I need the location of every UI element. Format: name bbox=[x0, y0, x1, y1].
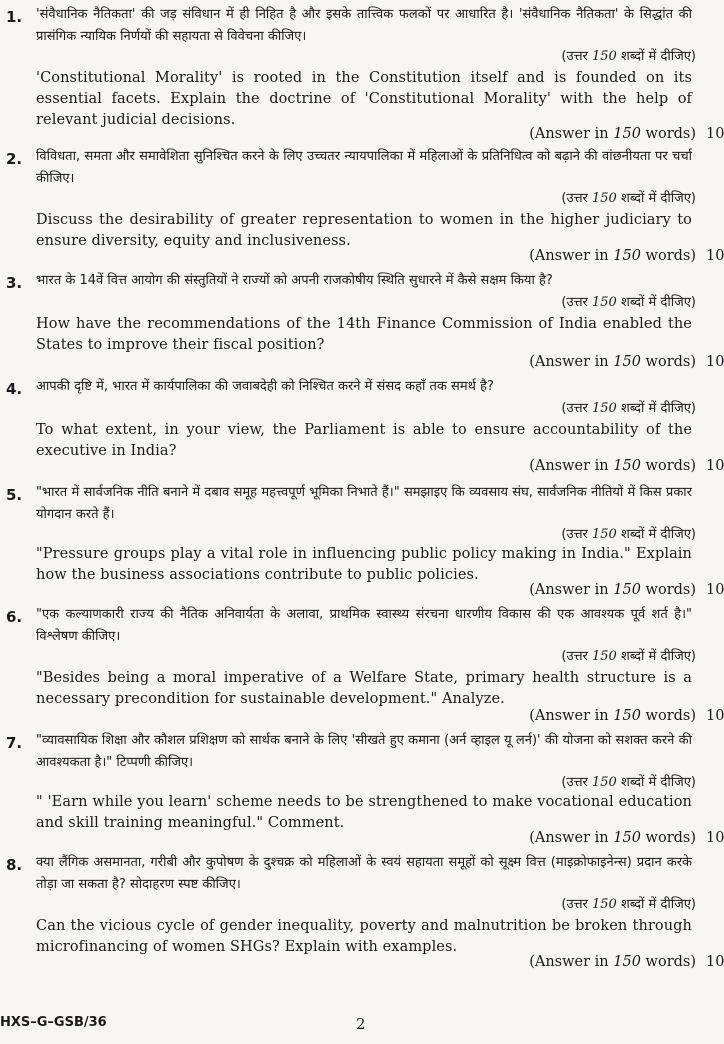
question-english: 'Constitutional Morality' is rooted in the Constitution itself and is founded on its essential facets. Explain the doctrine of 'Constitutional Morality' with the help of relevant judicial decisions. bbox=[36, 70, 692, 128]
question-number: 3. bbox=[6, 274, 23, 292]
question-marks: 10 bbox=[706, 830, 724, 846]
question-english: "Besides being a moral imperative of a Welfare State, primary health structure is a necessary precondition for sustainable development." Analyze. bbox=[36, 670, 692, 707]
question-number: 8. bbox=[6, 856, 23, 874]
question-hindi: भारत के 14वें वित्त आयोग की संस्तुतियों ने राज्यों को अपनी राजकोषीय स्थिति सुधारने में कैसे सक्षम किया है? bbox=[36, 273, 553, 288]
english-word-limit: (Answer in 150 words) bbox=[529, 954, 696, 970]
question-hindi: "एक कल्याणकारी राज्य की नैतिक अनिवार्यता के अलावा, प्राथमिक स्वास्थ्य संरचना धारणीय विकास की एक आवश्यक पूर्व शर्त है।" विश्लेषण कीजिए। bbox=[36, 607, 692, 644]
question-number: 6. bbox=[6, 608, 23, 626]
question-number: 1. bbox=[6, 8, 23, 26]
english-word-limit: (Answer in 150 words) bbox=[529, 126, 696, 142]
question-number: 5. bbox=[6, 486, 23, 504]
paper-code: HXS–G–GSB/36 bbox=[0, 1015, 107, 1030]
question-number: 7. bbox=[6, 734, 23, 752]
question-marks: 10 bbox=[706, 248, 724, 264]
question-english: " 'Earn while you learn' scheme needs to be strengthened to make vocational education and skill training meaningful." Comment. bbox=[36, 794, 692, 831]
question-hindi: आपकी दृष्टि में, भारत में कार्यपालिका की जवाबदेही को निश्चित करने में संसद कहाँ तक समर्थ है? bbox=[36, 379, 494, 394]
hindi-word-limit: (उत्तर 150 शब्दों में दीजिए) bbox=[561, 49, 696, 64]
question-marks: 10 bbox=[706, 582, 724, 598]
page-number: 2 bbox=[356, 1015, 366, 1033]
question-english: Discuss the desirability of greater representation to women in the higher judiciary to ensure diversity, equity and inclusiveness. bbox=[36, 212, 692, 249]
english-word-limit: (Answer in 150 words) bbox=[529, 830, 696, 846]
question-number: 4. bbox=[6, 380, 23, 398]
question-marks: 10 bbox=[706, 954, 724, 970]
english-word-limit: (Answer in 150 words) bbox=[529, 582, 696, 598]
question-marks: 10 bbox=[706, 126, 724, 142]
question-english: "Pressure groups play a vital role in influencing public policy making in India." Explain how the business associations contribute to public policies. bbox=[36, 546, 692, 583]
question-hindi: विविधता, समता और समावेशिता सुनिश्चित करने के लिए उच्चतर न्यायपालिका में महिलाओं के प्रतिनिधित्व को बढ़ाने की वांछनीयता पर चर्चा कीजिए। bbox=[36, 149, 692, 186]
question-number: 2. bbox=[6, 150, 23, 168]
english-word-limit: (Answer in 150 words) bbox=[529, 708, 696, 724]
hindi-word-limit: (उत्तर 150 शब्दों में दीजिए) bbox=[561, 649, 696, 664]
question-hindi: क्या लैंगिक असमानता, गरीबी और कुपोषण के दुश्चक्र को महिलाओं के स्वयं सहायता समूहों को सूक्ष्म वित्त (माइक्रोफाइनेन्स) प्रदान करके तोड़ा जा सकता है? सोदाहरण स्पष्ट कीजिए। bbox=[36, 855, 692, 892]
hindi-word-limit: (उत्तर 150 शब्दों में दीजिए) bbox=[561, 775, 696, 790]
hindi-word-limit: (उत्तर 150 शब्दों में दीजिए) bbox=[561, 295, 696, 310]
hindi-word-limit: (उत्तर 150 शब्दों में दीजिए) bbox=[561, 401, 696, 416]
english-word-limit: (Answer in 150 words) bbox=[529, 248, 696, 264]
hindi-word-limit: (उत्तर 150 शब्दों में दीजिए) bbox=[561, 897, 696, 912]
question-english: How have the recommendations of the 14th Finance Commission of India enabled the States to improve their fiscal position? bbox=[36, 316, 692, 353]
question-marks: 10 bbox=[706, 708, 724, 724]
question-hindi: "व्यावसायिक शिक्षा और कौशल प्रशिक्षण को सार्थक बनाने के लिए 'सीखते हुए कमाना (अर्न व्हाइल यू लर्न)' की योजना को सशक्त करने की आवश्यकता है।" टिप्पणी कीजिए। bbox=[36, 733, 692, 770]
english-word-limit: (Answer in 150 words) bbox=[529, 354, 696, 370]
question-hindi: "भारत में सार्वजनिक नीति बनाने में दबाव समूह महत्त्वपूर्ण भूमिका निभाते हैं।" समझाइए कि व्यवसाय संघ, सार्वजनिक नीतियों में किस प्रकार योगदान करते हैं। bbox=[36, 485, 692, 522]
question-marks: 10 bbox=[706, 458, 724, 474]
question-english: To what extent, in your view, the Parliament is able to ensure accountability of the executive in India? bbox=[36, 422, 692, 459]
question-english: Can the vicious cycle of gender inequality, poverty and malnutrition be broken through microfinancing of women SHGs? Explain with examples. bbox=[36, 918, 692, 955]
hindi-word-limit: (उत्तर 150 शब्दों में दीजिए) bbox=[561, 527, 696, 542]
question-hindi: 'संवैधानिक नैतिकता' की जड़ संविधान में ही निहित है और इसके तात्त्विक फलकों पर आधारित है। 'संवैधानिक नैतिकता' के सिद्धांत की प्रासंगिक न्यायिक निर्णयों की सहायता से विवेचना कीजिए। bbox=[36, 7, 692, 44]
english-word-limit: (Answer in 150 words) bbox=[529, 458, 696, 474]
hindi-word-limit: (उत्तर 150 शब्दों में दीजिए) bbox=[561, 191, 696, 206]
question-marks: 10 bbox=[706, 354, 724, 370]
